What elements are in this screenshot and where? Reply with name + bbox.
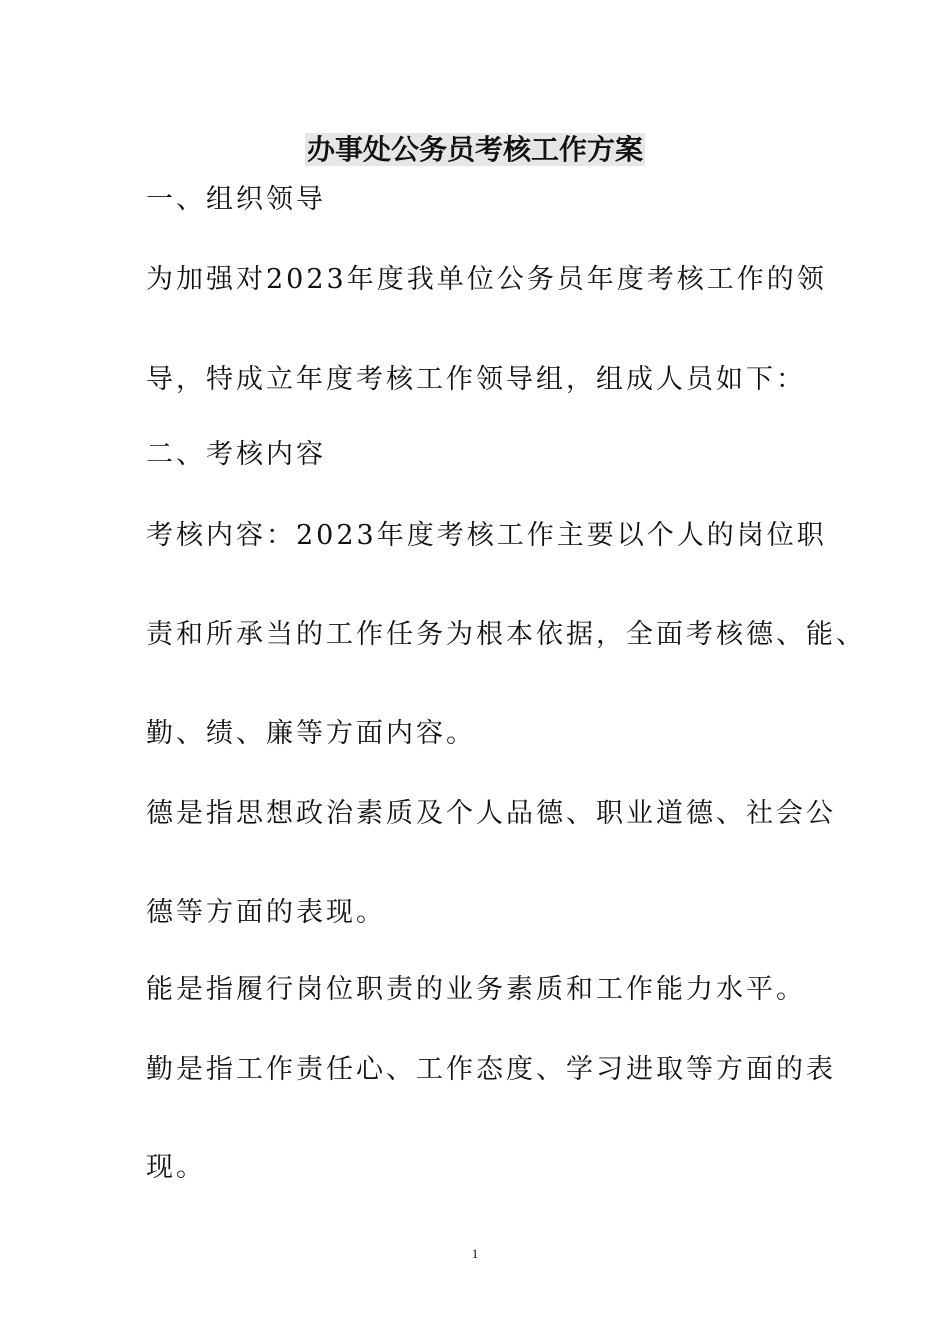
paragraph-line: 德是指思想政治素质及个人品德、职业道德、社会公 xyxy=(146,798,836,829)
page-number: 1 xyxy=(471,1246,479,1261)
document-title xyxy=(0,130,950,170)
paragraph-line: 考核内容：2023年度考核工作主要以个人的岗位职 xyxy=(146,520,827,551)
heading-assessment-content: 二、考核内容 xyxy=(146,439,326,470)
paragraph-line: 勤是指工作责任心、工作态度、学习进取等方面的表 xyxy=(146,1054,836,1085)
paragraph-line: 现。 xyxy=(146,1152,206,1183)
heading-organization-leadership: 一、组织领导 xyxy=(146,184,326,215)
paragraph-line: 责和所承当的工作任务为根本依据，全面考核德、能、 xyxy=(146,619,866,650)
paragraph-line: 为加强对2023年度我单位公务员年度考核工作的领 xyxy=(146,264,827,295)
document-title-text: 办事处公务员考核工作方案 xyxy=(306,133,643,166)
paragraph-line: 导，特成立年度考核工作领导组，组成人员如下： xyxy=(146,364,806,395)
paragraph-line: 德等方面的表现。 xyxy=(146,897,386,928)
paragraph-line: 能是指履行岗位职责的业务素质和工作能力水平。 xyxy=(146,974,806,1005)
paragraph-line: 勤、绩、廉等方面内容。 xyxy=(146,718,476,749)
